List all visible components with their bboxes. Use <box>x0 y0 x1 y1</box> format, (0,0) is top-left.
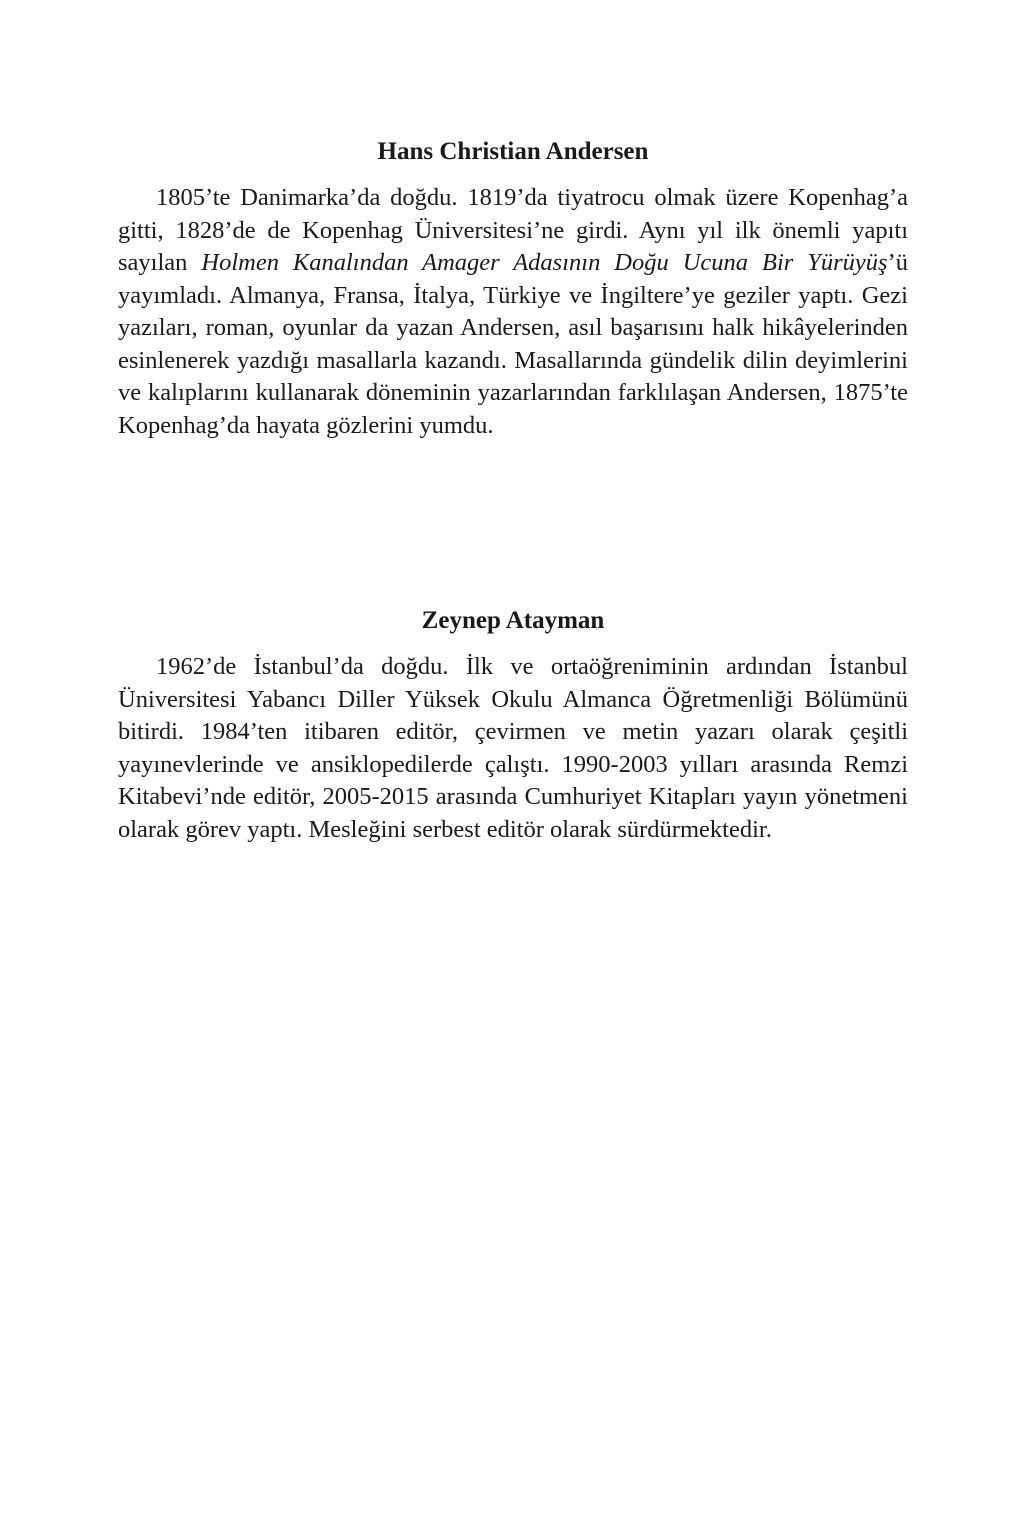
translator-name: Zeynep Atayman <box>421 607 605 634</box>
author-bio-text <box>118 182 908 442</box>
translator-bio <box>118 603 908 846</box>
book-title-italic: Holmen Kanalından Amager Adasının Doğu Ucuna Bir Yürüyüş <box>201 249 888 276</box>
translator-bio-text: 1962’de İstanbul’da doğdu. İlk ve ortaöğreniminin ardından İstanbul Üniversitesi Yabancı Diller Yüksek Okulu Almanca Öğretmenliği Bölümünü bitirdi. 1984’ten itibaren editör, çevirmen ve metin yazarı olarak çeşitli yayınevlerinde ve ansiklopedilerde çalıştı. 1990-2003 yılları arasında Remzi Kitabevi’nde editör, 2005-2015 arasında Cumhuriyet Kitapları yayın yönetmeni olarak görev yaptı. Mesleğini serbest editör olarak sürdürmektedir. <box>118 653 908 843</box>
bio-text-part: 1805’te Danimarka’da doğdu. 1819’da tiyatrocu olmak üzere Kopenhag’a gitti, 1828’de de Kopenhag Üniversitesi’ne girdi. Aynı yıl ilk önemli yapıtı sayılan <box>118 184 908 276</box>
author-bio <box>118 134 908 442</box>
bio-text-part: ’ü yayımladı. Almanya, Fransa, İtalya, Türkiye ve İngiltere’ye geziler yaptı. Gezi yazıları, roman, oyunlar da yazan Andersen, asıl başarısını halk hikâyelerinden esinlenerek yazdığı masallarla kazandı. Masallarında gündelik dilin deyimlerini ve kalıplarını kullanarak döneminin yazarlarından farklılaşan Andersen, 1875’te Kopenhag’da hayata gözlerini yumdu. <box>118 249 908 439</box>
author-name: Hans Christian Andersen <box>377 138 649 165</box>
